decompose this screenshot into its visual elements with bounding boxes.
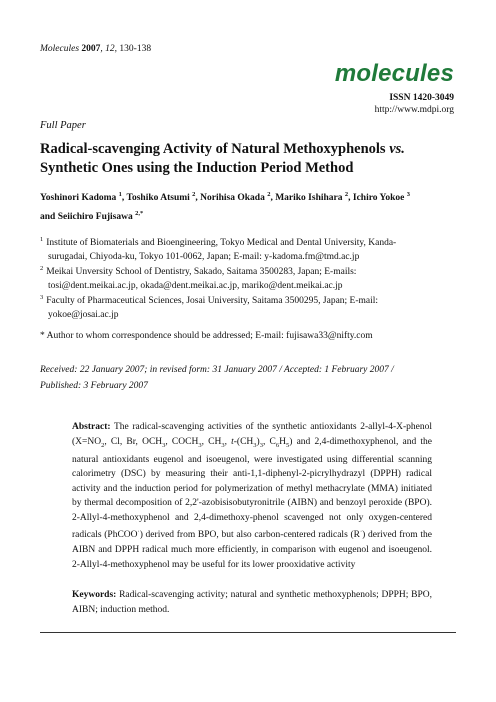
abstract-label: Abstract:: [72, 422, 111, 432]
title-vs: vs.: [389, 141, 405, 157]
section-divider: [40, 632, 456, 633]
journal-name: Molecules: [40, 44, 80, 54]
issn: ISSN 1420-3049: [389, 93, 454, 103]
affiliation-text: tosi@dent.meikai.ac.jp, okada@dent.meikai.ac.jp, mariko@dent.meikai.ac.jp: [48, 281, 343, 292]
author-affil: 3: [406, 191, 410, 198]
correspondence-note: * Author to whom correspondence should be addressed; E-mail: fujisawa33@nifty.com: [40, 331, 373, 341]
affiliation-number: 1: [40, 236, 44, 243]
affiliation-text: Institute of Biomaterials and Bioengineering, Tokyo Medical and Dental University, Kanda-: [46, 238, 397, 249]
affiliation-text: yokoe@josai.ac.jp: [48, 310, 119, 321]
keywords-label: Keywords:: [72, 590, 117, 600]
journal-pages: 130-138: [119, 44, 152, 54]
affiliation-text: Meikai Unversity School of Dentistry, Sakado, Saitama 3500283, Japan; E-mails:: [46, 267, 357, 278]
journal-citation: Molecules 2007, 12, 130-138: [40, 44, 152, 54]
author-affil: 2: [344, 191, 349, 198]
paper-title: [40, 140, 460, 178]
dates-line: Published: 3 February 2007: [40, 381, 148, 391]
keywords: [72, 588, 432, 617]
author-name: Ichiro Yokoe: [352, 193, 405, 204]
affiliation: [40, 233, 460, 264]
journal-volume: 12: [105, 44, 115, 54]
keywords-text: Radical-scavenging activity; natural and synthetic methoxyphenols; DPPH; BPO, AIBN; induction method.: [72, 590, 432, 615]
abstract: Abstract: The radical-scavenging activities of the synthetic antioxidants 2-allyl-4-X-phenol ($X=NO_2$, Cl, Br, $OCH_3$, $COCH_3$, $CH_3$, $t-(CH_3)_3$, $C_6H_5$) and 2,4-dimethoxyphenol, and the natural antioxidants eugenol and isoeugenol, were investigated using differential scanning calorimetry (DSC) by measuring their anti-1,1-diphenyl-2-picrylhydrazyl (DPPH) radical activity and the induction period for polymerization of methyl methacrylate (MMA) initiated by thermal decomposition of 2,2'-azobisisobutyronitrile (AIBN) and benzoyl peroxide (BPO). 2-Allyl-4-methoxyphenol and 2,4-dimethoxy-phenol scavenged not only oxygen-centered radicals (PhCOO·) derived from BPO, but also carbon-centered radicals (R·) derived from the AIBN and DPPH radical much more efficiently, in comparison with eugenol and isoeugenol. 2-Allyl-4-methoxyphenol may be useful for its lower prooxidative activity: [72, 422, 433, 570]
section-label: Full Paper: [40, 120, 86, 131]
author-list: Yoshinori Kadoma $^1$, Toshiko Atsumi $^2$, Norihisa Okada $^2$, Mariko Ishihara $^2$, Ichiro Yokoe $^3$ and Seiichiro Fujisawa $^{2,*}$: [40, 191, 410, 223]
affiliation-number: 3: [40, 294, 44, 301]
author-affil: 2,*: [135, 210, 144, 218]
publication-dates: [40, 362, 460, 394]
author-name: Seiichiro Fujisawa: [57, 212, 133, 223]
journal-url[interactable]: http://www.mdpi.org: [374, 105, 454, 115]
dates-line: Received: 22 January 2007; in revised form: 31 January 2007 / Accepted: 1 February 2007 /: [40, 365, 394, 375]
title-part2: Synthetic Ones using the Induction Period Method: [40, 160, 354, 176]
affiliation-text: Faculty of Pharmaceutical Sciences, Josai University, Saitama 3500295, Japan; E-mail:: [46, 296, 379, 307]
journal-logo: molecules: [334, 60, 454, 87]
affiliation-text: surugadai, Chiyoda-ku, Tokyo 101-0062, Japan; E-mail: y-kadoma.fm@tmd.ac.jp: [48, 252, 360, 263]
author-name: Yoshinori Kadoma: [40, 193, 117, 204]
author-affil: 2: [192, 191, 196, 198]
affiliation: [40, 291, 460, 322]
title-part1: Radical-scavenging Activity of Natural Methoxyphenols: [40, 141, 390, 157]
affiliation: [40, 262, 460, 293]
author-affil: 2: [267, 191, 271, 198]
affiliation-number: 2: [40, 265, 44, 272]
author-name: Toshiko Atsumi: [126, 193, 190, 204]
author-name: Mariko Ishihara: [275, 193, 343, 204]
author-name: Norihisa Okada: [200, 193, 265, 204]
author-affil: 1: [118, 191, 122, 198]
journal-year: 2007: [81, 44, 101, 54]
